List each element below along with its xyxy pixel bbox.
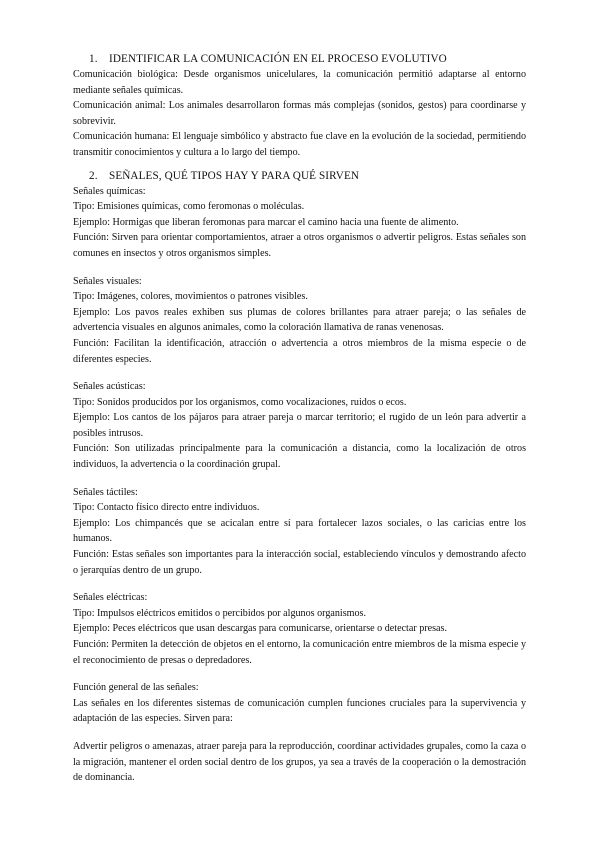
block-tactile-type: Tipo: Contacto físico directo entre individuos. <box>73 502 260 514</box>
section-1-title: IDENTIFICAR LA COMUNICACIÓN EN EL PROCESO EVOLUTIVO <box>109 53 447 65</box>
section-1-number: 1. <box>89 53 98 65</box>
block-tactile-heading: Señales táctiles: <box>73 486 138 498</box>
block-visual-heading: Señales visuales: <box>73 275 142 287</box>
closing-paragraph: Advertir peligros o amenazas, atraer pareja para la reproducción, coordinar actividades grupales, como la caza o la migración, mantener el orden social dentro de los grupos, ya sea a través de la cooperación o la demostración de dominancia. <box>73 740 526 784</box>
block-tactile-function: Función: Estas señales son importantes para la interacción social, estableciendo vínculos y demostrando afecto o jerarquías dentro de un grupo. <box>73 549 526 576</box>
section-2-heading <box>73 168 526 184</box>
block-acoustic-heading: Señales acústicas: <box>73 381 146 393</box>
block-chemical-heading: Señales químicas: <box>73 185 146 197</box>
block-chemical-function: Función: Sirven para orientar comportamientos, atraer a otros organismos o advertir peligros. Estas señales son comunes en insectos y otros organismos simples. <box>73 232 526 259</box>
paragraph-biological: Comunicación biológica: Desde organismos unicelulares, la comunicación permitió adaptarse al entorno mediante señales químicas. <box>73 69 526 96</box>
paragraph-animal: Comunicación animal: Los animales desarrollaron formas más complejas (sonidos, gestos) para coordinarse y sobrevivir. <box>73 100 526 127</box>
block-electric-type: Tipo: Impulsos eléctricos emitidos o percibidos por algunos organismos. <box>73 607 366 619</box>
block-tactile-example: Ejemplo: Los chimpancés que se acicalan entre sí para fortalecer lazos sociales, o las caricias entre los humanos. <box>73 517 526 545</box>
document-page <box>73 51 526 786</box>
section-2-title: SEÑALES, QUÉ TIPOS HAY Y PARA QUÉ SIRVEN <box>109 169 360 182</box>
block-acoustic-example: Ejemplo: Los cantos de los pájaros para atraer pareja o marcar territorio; el rugido de un león para advertir a posibles intrusos. <box>73 412 526 439</box>
section-2-number: 2. <box>89 169 98 182</box>
block-acoustic-function: Función: Son utilizadas principalmente para la comunicación a distancia, como la localización de otros individuos, la advertencia o la coordinación grupal. <box>73 443 526 471</box>
block-chemical-example: Ejemplo: Hormigas que liberan feromonas para marcar el camino hacia una fuente de alimento. <box>73 216 459 228</box>
block-visual-function: Función: Facilitan la identificación, atracción o advertencia a otros miembros de la misma especie o de diferentes especies. <box>73 337 526 365</box>
block-chemical-type: Tipo: Emisiones químicas, como feromonas o moléculas. <box>73 201 305 213</box>
block-visual-type: Tipo: Imágenes, colores, movimientos o patrones visibles. <box>73 291 308 303</box>
section-1-heading <box>73 51 526 67</box>
block-acoustic-type: Tipo: Sonidos producidos por los organismos, como vocalizaciones, ruidos o ecos. <box>73 396 407 408</box>
block-general-intro: Las señales en los diferentes sistemas de comunicación cumplen funciones cruciales para la supervivencia y adaptación de las especies. Sirven para: <box>73 697 526 725</box>
paragraph-human: Comunicación humana: El lenguaje simbólico y abstracto fue clave en la evolución de la sociedad, permitiendo transmitir conocimientos y cultura a lo largo del tiempo. <box>73 131 526 158</box>
block-visual-example: Ejemplo: Los pavos reales exhiben sus plumas de colores brillantes para atraer pareja; o las señales de advertencia visuales en algunos animales, como la coloración llamativa de ranas venenosas. <box>73 306 526 334</box>
block-electric-example: Ejemplo: Peces eléctricos que usan descargas para comunicarse, orientarse o detectar presas. <box>73 623 447 635</box>
block-general-heading: Función general de las señales: <box>73 682 199 694</box>
block-electric-heading: Señales eléctricas: <box>73 592 148 604</box>
block-electric-function: Función: Permiten la detección de objetos en el entorno, la comunicación entre miembros de la misma especie y el reconocimiento de presas o depredadores. <box>73 639 526 666</box>
